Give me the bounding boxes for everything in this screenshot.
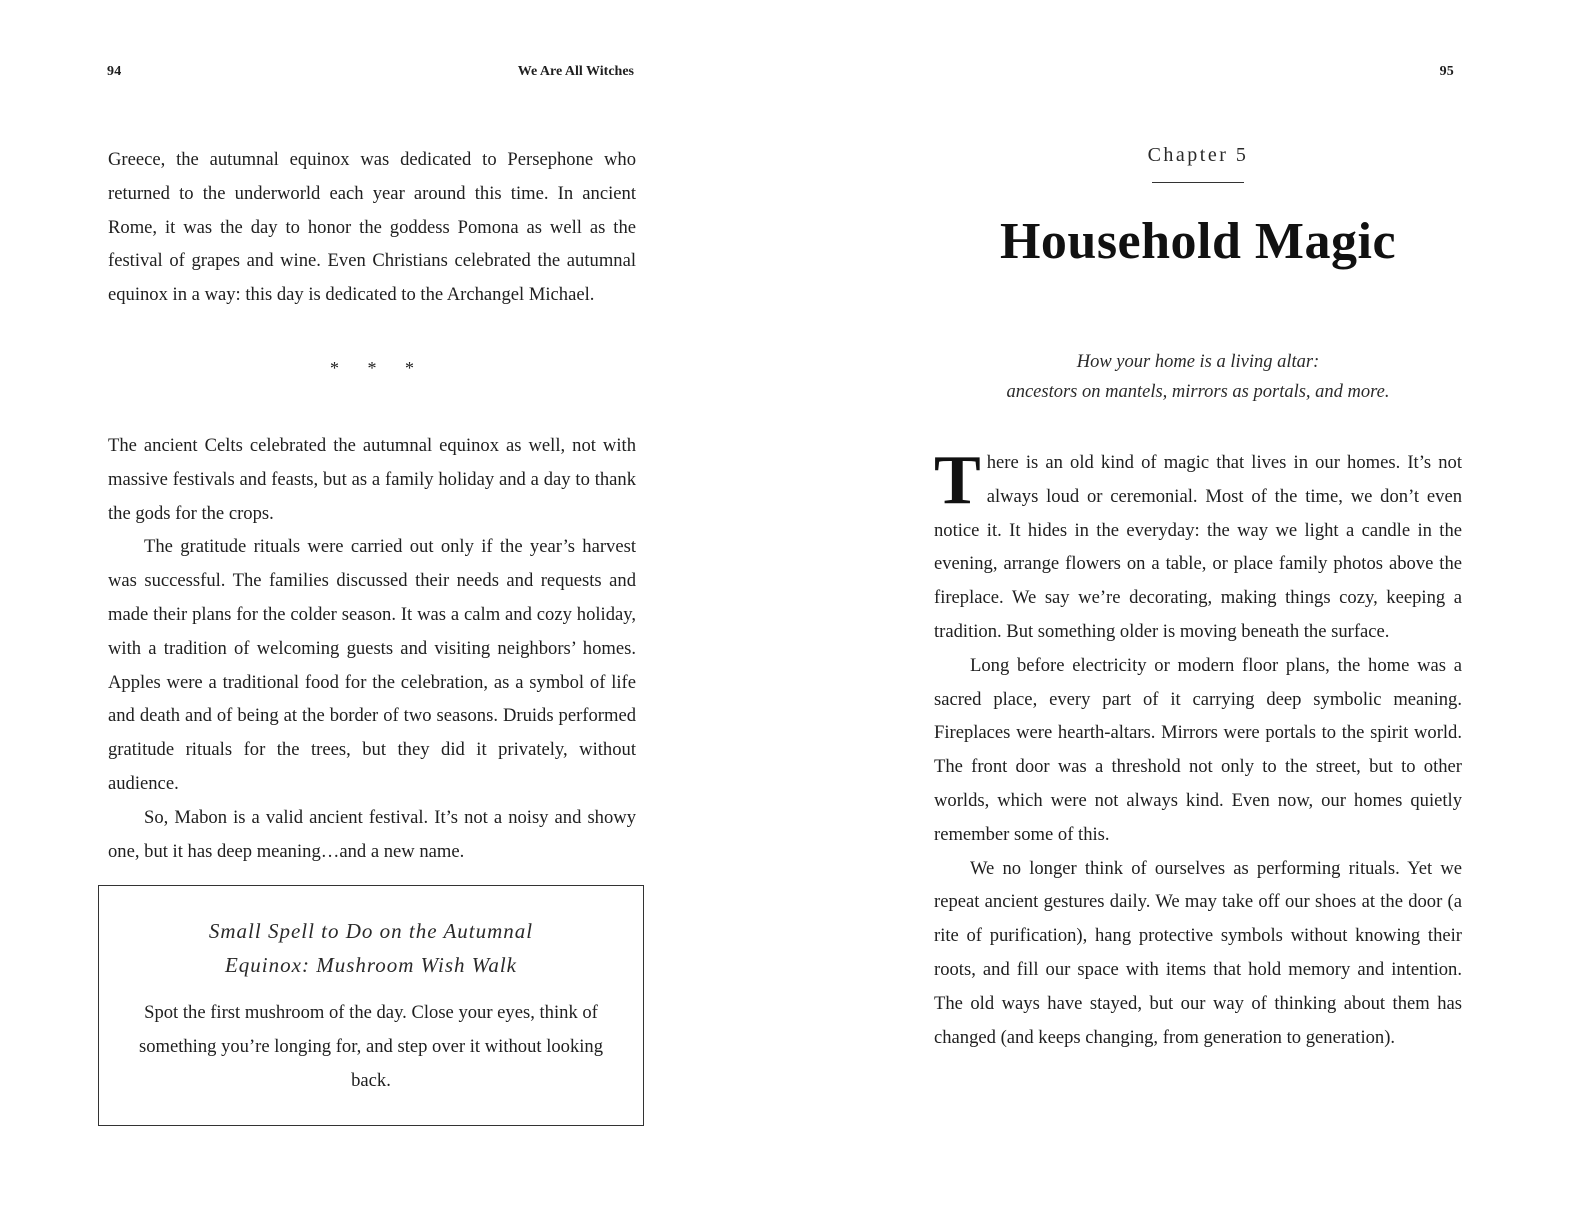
- running-head: We Are All Witches: [517, 64, 634, 79]
- chapter-body: [934, 442, 1462, 1054]
- sidebar-title: [137, 914, 605, 982]
- paragraph: The gratitude rituals were carried out only if the year’s harvest was successful. The families discussed their needs and requests and made their plans for the colder season. It was a calm and cozy holiday, with a tradition of welcoming guests and visiting neighbors’ homes. Apples were a traditional food for the celebration, as a symbol of life and death and of being at the border of two seasons. Druids performed gratitude rituals for the trees, but they did it privately, without audience.: [108, 536, 636, 794]
- paragraph: The ancient Celts celebrated the autumnal equinox as well, not with massive festivals and feasts, but as a family holiday and a day to thank the gods for the crops.: [108, 435, 636, 524]
- paragraph-text: here is an old kind of magic that lives in our homes. It’s not always loud or ceremonial. Most of the time, we don’t even notice it. It hides in the everyday: the way we light a candle in the evening, arrange flowers on a table, or place family photos above the fireplace. We say we’re decorating, making things cozy, keeping a tradition. But something older is moving beneath the surface.: [934, 452, 1462, 642]
- sidebar-title-line: Small Spell to Do on the Autumnal: [208, 919, 534, 943]
- sidebar-title-line: Equinox: Mushroom Wish Walk: [224, 953, 517, 977]
- right-page: [792, 0, 1584, 1224]
- chapter-title: Household Magic: [999, 213, 1397, 270]
- chapter-label: Chapter 5: [1147, 144, 1249, 166]
- section-break-ornament: * * *: [330, 358, 426, 378]
- epigraph-line: How your home is a living altar:: [1076, 352, 1320, 372]
- paragraph: So, Mabon is a valid ancient festival. It’s not a noisy and showy one, but it has deep meaning…and a new name.: [108, 806, 636, 862]
- chapter-epigraph: [792, 347, 1584, 407]
- epigraph-line: ancestors on mantels, mirrors as portals, and more.: [1006, 382, 1390, 402]
- left-text-block: [108, 429, 636, 868]
- page-number-left: 94: [107, 64, 122, 79]
- paragraph: Greece, the autumnal equinox was dedicated to Persephone who returned to the underworld each year around this time. In ancient Rome, it was the day to honor the goddess Pomona as well as the festival of grapes and wine. Even Christians celebrated the autumnal equinox in a way: this day is dedicated to the Archangel Michael.: [108, 149, 636, 306]
- left-text-block-top: [108, 143, 636, 312]
- spell-sidebar-box: [98, 885, 644, 1126]
- chapter-rule: [1152, 182, 1244, 183]
- sidebar-body: Spot the first mushroom of the day. Close your eyes, think of something you’re longing for, and step over it without looking back.: [138, 1002, 604, 1091]
- paragraph: We no longer think of ourselves as performing rituals. Yet we repeat ancient gestures daily. We may take off our shoes at the door (a rite of purification), hang protective symbols without knowing their roots, and fill our space with items that hold memory and intention. The old ways have stayed, but our way of thinking about them has changed (and keeps changing, from generation to generation).: [934, 857, 1462, 1048]
- drop-cap: T: [934, 442, 981, 519]
- page-number-right: 95: [1439, 64, 1454, 79]
- paragraph: [934, 442, 1462, 649]
- paragraph: Long before electricity or modern floor plans, the home was a sacred place, every part of it carrying deep symbolic meaning. Fireplaces were hearth-altars. Mirrors were portals to the spirit world. The front door was a threshold not only to the street, but to other worlds, which were not always kind. Even now, our homes quietly remember some of this.: [934, 654, 1462, 845]
